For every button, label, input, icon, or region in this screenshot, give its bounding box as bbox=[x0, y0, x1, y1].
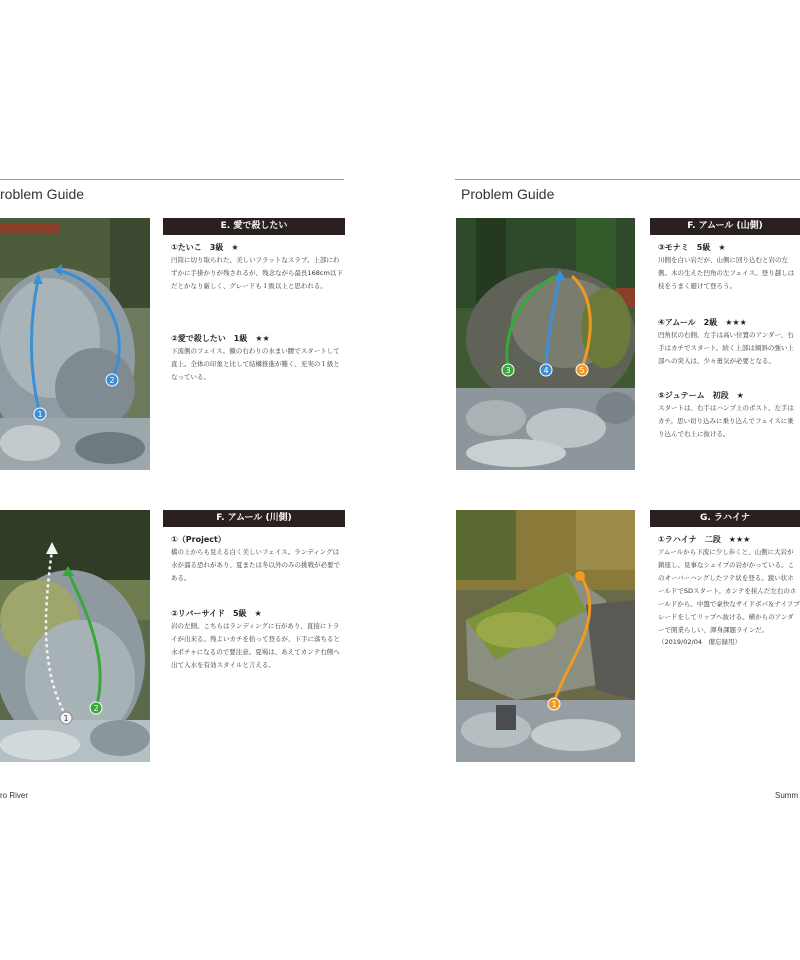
problem-entry bbox=[658, 389, 800, 441]
problem-title: ③モナミ 5級 ★ bbox=[658, 243, 726, 252]
route-marker-4: 4 bbox=[543, 366, 549, 375]
section-banner-f-mountain: F. アムール (山側) bbox=[650, 218, 800, 235]
route-marker-1: 1 bbox=[551, 700, 557, 709]
problem-title: ①ラハイナ 二段 ★★★ bbox=[658, 535, 751, 544]
right-header-rule bbox=[455, 179, 800, 180]
photo-boulder-e bbox=[0, 218, 150, 470]
problem-entry bbox=[658, 241, 800, 293]
problem-entry bbox=[658, 533, 800, 648]
problem-entry bbox=[171, 332, 343, 384]
photo-boulder-g bbox=[456, 510, 635, 762]
problem-entry bbox=[171, 241, 343, 293]
photo-boulder-f-mountain bbox=[456, 218, 635, 470]
section-banner-g: G. ラハイナ bbox=[650, 510, 800, 527]
problem-title: ④アムール 2級 ★★★ bbox=[658, 318, 747, 327]
problem-description: アムールから下流に少し歩くと、山側に大岩が鎮座し、見事なシェイプの岩がかっている。このオーバーハングしたフテ状を登る。鋭い状ホールドでSDスタート。カンテを挟んだ左右のホールドから、中盤で豪快なサイドボパ＆ナイフブレードをしてリップへ抜ける。横からのアンダーで開業らしい、渾身課題ラインだ。 bbox=[658, 548, 800, 634]
problem-title: ②愛で殺したい 1級 ★★ bbox=[171, 334, 270, 343]
problem-title: ②リバーサイド 5級 ★ bbox=[171, 609, 262, 618]
problem-description: スタートは、右手はハンプ上のポスト、左手はカチ。思い切り込みに乗り込んでフェイスに乗り込んで右上に抜ける。 bbox=[658, 404, 794, 438]
route-marker-1: 1 bbox=[63, 714, 69, 723]
route-marker-2: 2 bbox=[109, 376, 115, 385]
left-header-rule bbox=[0, 179, 344, 180]
left-guide-title: roblem Guide bbox=[0, 186, 85, 202]
photo-boulder-f-river bbox=[0, 510, 150, 762]
problem-description: 岩の左側。こちらはランディングに石があり、直接にトライが出来る。残よいカチを拾って登るが、下手に落ちると水ポチャになるので要注意。夏場は、あえてカンテ右側へ出て入水を有効スタイルと言える。 bbox=[171, 622, 340, 669]
problem-description: 円筒に切り取られた、美しいフラットなスラブ。上部にわずかに手掛かりが残されるが、残念ながら最長168cm以下だとかなり厳しく、グレードも１級以上と思われる。 bbox=[171, 256, 343, 290]
problem-description: 川側を白い岩だが、山側に回り込むと岩の左側。木の生えた凹角の左フェイス。登り越しは枝をうまく避けて登ろう。 bbox=[658, 256, 795, 290]
problem-title: ①たいこ 3級 ★ bbox=[171, 243, 239, 252]
problem-description: 凹角状の右側、左手は高い位置のアンダー、右手はカチでスタート。続く上部は傾斜の強い上部への突入は、少々勇気が必要となる。 bbox=[658, 331, 794, 365]
problem-title: ①（Project） bbox=[171, 535, 226, 544]
right-footer: Summ bbox=[775, 791, 799, 800]
section-banner-e: E. 愛で殺したい bbox=[163, 218, 345, 235]
route-marker-5: 5 bbox=[579, 366, 585, 375]
section-banner-f-river: F. アムール (川側) bbox=[163, 510, 345, 527]
route-marker-2: 2 bbox=[93, 704, 99, 713]
problem-title: ⑤ジュテーム 初段 ★ bbox=[658, 391, 744, 400]
route-marker-1: 1 bbox=[37, 410, 43, 419]
left-footer: ro River bbox=[0, 791, 29, 800]
problem-description: 橋の上からも見える白く美しいフェイス。ランディングは水が溜る恐れがあり、夏または冬以外のみの挑戦が必要である。 bbox=[171, 548, 340, 582]
problem-note: （2019/02/04 備忘録用） bbox=[658, 638, 741, 646]
problem-entry bbox=[171, 533, 343, 585]
problem-entry bbox=[171, 607, 343, 672]
right-guide-title: Problem Guide bbox=[461, 186, 555, 202]
route-marker-3: 3 bbox=[505, 366, 511, 375]
problem-description: 下流側のフェイス。額の右わりの水まい腰でスタートして直上。全体の印象と比して結構推進が難く、充実の１級となっている。 bbox=[171, 347, 340, 381]
problem-entry bbox=[658, 316, 800, 368]
